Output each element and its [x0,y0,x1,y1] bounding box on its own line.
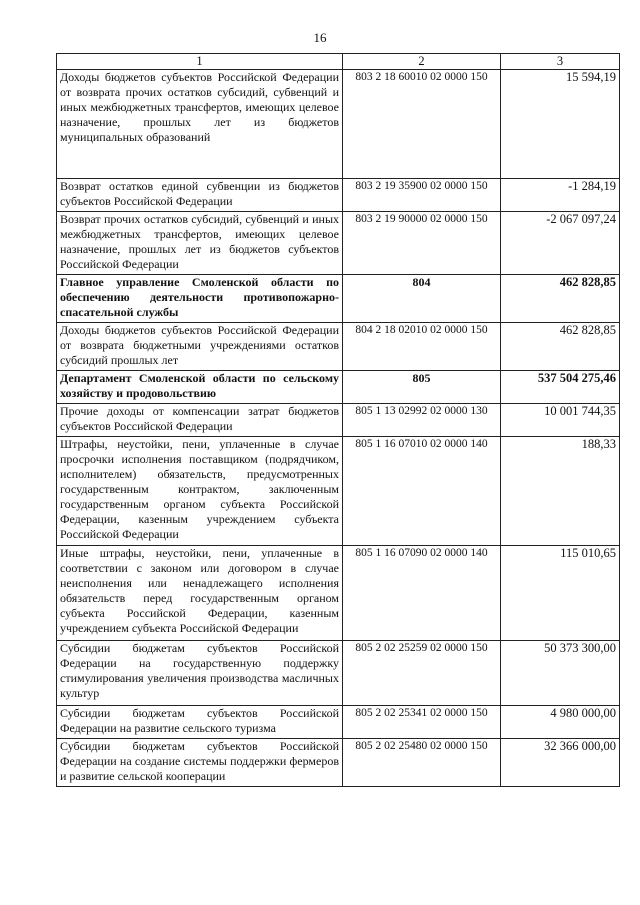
budget-revenue-table [56,53,620,787]
row-name: Департамент Смоленской области по сельскому хозяйству и продовольствию [57,371,343,404]
row-name: Иные штрафы, неустойки, пени, уплаченные в соответствии с законом или договором в случае неисполнения или ненадлежащего исполнения обязательств перед государственным органом субъекта Российской Федерации, казенным учреждением субъекта Российской Федерации [57,546,343,641]
row-name: Доходы бюджетов субъектов Российской Федерации от возврата прочих остатков субсидий, субвенций и иных межбюджетных трансфертов, имеющих целевое назначение, прошлых лет из бюджетов муниципальных образований [57,70,343,179]
row-name: Возврат прочих остатков субсидий, субвенций и иных межбюджетных трансфертов, имеющих целевое назначение, прошлых лет из бюджетов субъектов Российской Федерации [57,212,343,275]
row-code: 804 2 18 02010 02 0000 150 [343,323,501,371]
row-amount: 15 594,19 [501,70,620,179]
table-header-row [57,54,620,70]
row-name: Субсидии бюджетам субъектов Российской Федерации на создание системы поддержки фермеров и развитие сельской кооперации [57,739,343,787]
row-code: 804 [343,275,501,323]
table-row [57,323,620,371]
table-row [57,739,620,787]
row-code: 803 2 19 90000 02 0000 150 [343,212,501,275]
row-name: Доходы бюджетов субъектов Российской Федерации от возврата бюджетными учреждениями остатков субсидий прошлых лет [57,323,343,371]
row-code: 805 1 13 02992 02 0000 130 [343,404,501,437]
row-amount: 537 504 275,46 [501,371,620,404]
row-name: Главное управление Смоленской области по обеспечению деятельности противопожарно-спасательной службы [57,275,343,323]
row-amount: 188,33 [501,437,620,546]
row-amount: 4 980 000,00 [501,706,620,739]
row-amount: 462 828,85 [501,323,620,371]
row-amount: 50 373 300,00 [501,641,620,706]
table-row [57,641,620,706]
row-code: 805 2 02 25480 02 0000 150 [343,739,501,787]
row-name: Прочие доходы от компенсации затрат бюджетов субъектов Российской Федерации [57,404,343,437]
row-name: Штрафы, неустойки, пени, уплаченные в случае просрочки исполнения поставщиком (подрядчиком, исполнителем) обязательств, предусмотренных государственным контрактом, заключенным государственным органом субъекта Российской Федерации, казенным учреждением субъекта Российской Федерации [57,437,343,546]
table-row [57,212,620,275]
row-code: 803 2 19 35900 02 0000 150 [343,179,501,212]
row-amount: 10 001 744,35 [501,404,620,437]
row-code: 803 2 18 60010 02 0000 150 [343,70,501,179]
table-row [57,179,620,212]
table-row [57,706,620,739]
column-header-2: 2 [343,54,501,70]
row-code: 805 2 02 25259 02 0000 150 [343,641,501,706]
row-amount: -1 284,19 [501,179,620,212]
table-row [57,404,620,437]
page-number: 16 [313,30,327,45]
table-row [57,437,620,546]
row-code: 805 [343,371,501,404]
table-row-department [57,275,620,323]
table-row [57,70,620,179]
row-amount: -2 067 097,24 [501,212,620,275]
row-name: Субсидии бюджетам субъектов Российской Федерации на развитие сельского туризма [57,706,343,739]
table-row [57,546,620,641]
row-name: Субсидии бюджетам субъектов Российской Федерации на государственную поддержку стимулирования увеличения производства масличных культур [57,641,343,706]
row-amount: 462 828,85 [501,275,620,323]
table-row-department [57,371,620,404]
row-code: 805 2 02 25341 02 0000 150 [343,706,501,739]
row-code: 805 1 16 07010 02 0000 140 [343,437,501,546]
row-code: 805 1 16 07090 02 0000 140 [343,546,501,641]
column-header-3: 3 [501,54,620,70]
column-header-1: 1 [57,54,343,70]
row-amount: 115 010,65 [501,546,620,641]
row-name: Возврат остатков единой субвенции из бюджетов субъектов Российской Федерации [57,179,343,212]
row-amount: 32 366 000,00 [501,739,620,787]
